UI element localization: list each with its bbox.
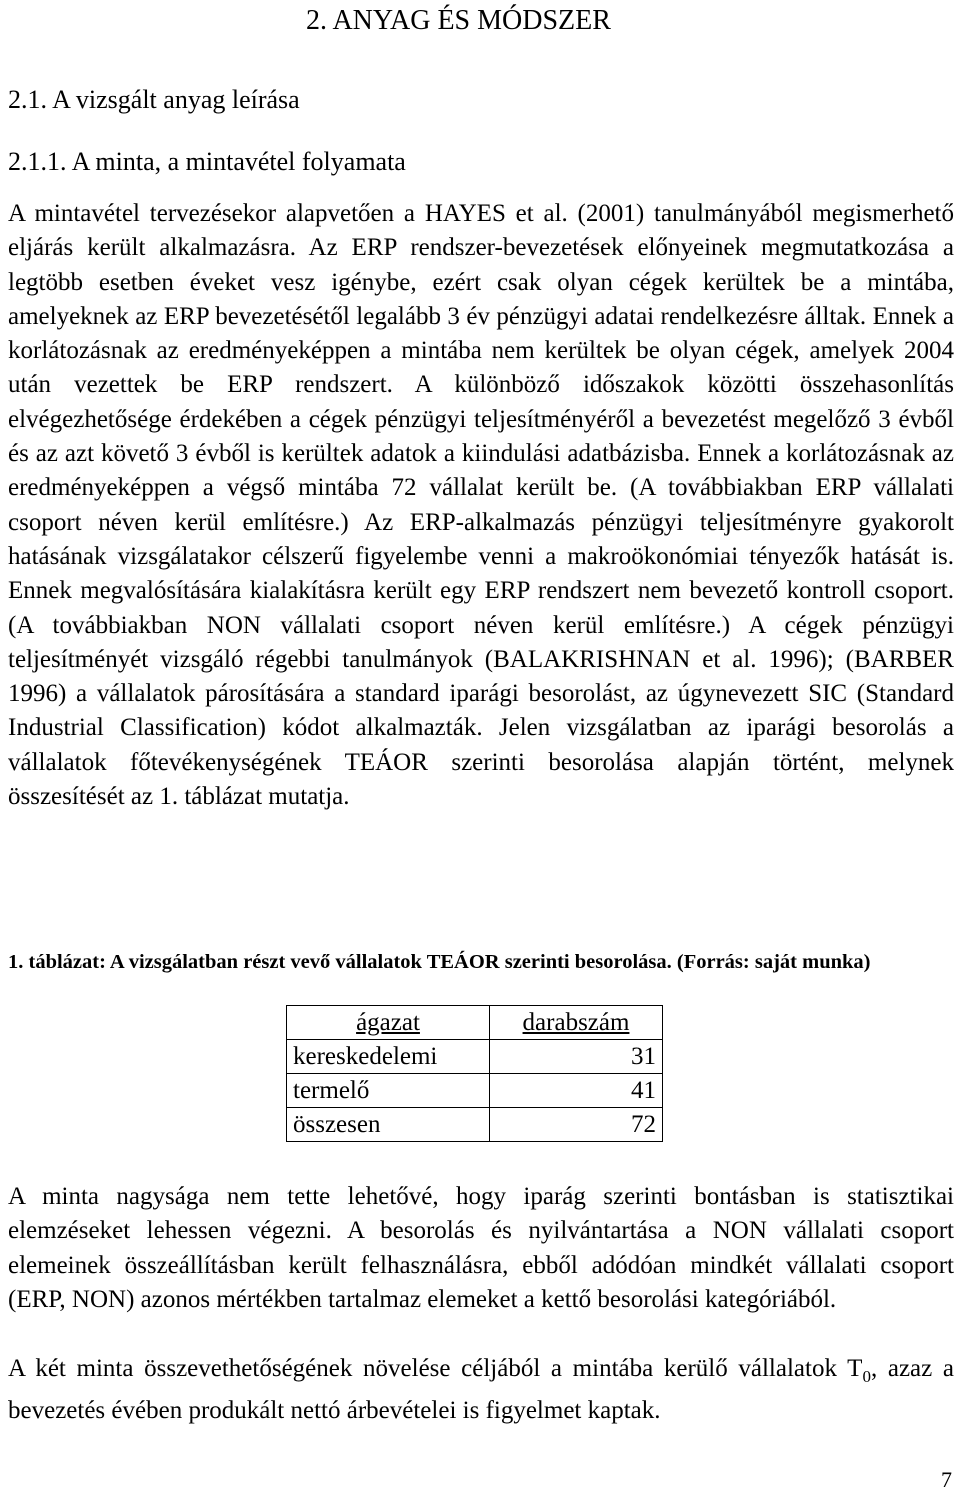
table-row: [287, 1074, 663, 1108]
table-header-row: [287, 1006, 663, 1040]
paragraph-comparability: [8, 1352, 954, 1429]
section-title: 2.1. A vizsgált anyag leírása: [8, 85, 300, 114]
table-cell-count: 72: [490, 1108, 663, 1142]
subsection-title: 2.1.1. A minta, a mintavétel folyamata: [8, 147, 406, 176]
table-cell-count: 31: [490, 1040, 663, 1074]
table-cell-sector: kereskedelemi: [287, 1040, 490, 1074]
table-caption: 1. táblázat: A vizsgálatban részt vevő vállalatok TEÁOR szerinti besorolása. (Forrás: saját munka): [8, 951, 871, 973]
table-header-sector: ágazat: [287, 1006, 490, 1040]
sector-table: [286, 1005, 663, 1142]
page-number: 7: [941, 1467, 952, 1492]
paragraph-comparability-text-end: , azaz a bevezetés évében produkált nettó árbevételei is figyelmet kaptak.: [8, 1355, 954, 1425]
table-header-count: darabszám: [490, 1006, 663, 1040]
table-cell-sector: összesen: [287, 1108, 490, 1142]
paragraph-comparability-text: A két minta összevethetőségének növelése céljából a mintába kerülő vállalatok T: [8, 1355, 863, 1382]
paragraph-sampling-method: A mintavétel tervezésekor alapvetően a HAYES et al. (2001) tanulmányából megismerhető eljárás került alkalmazásra. Az ERP rendszer-bevezetések előnyeinek megmutatkozása a legtöbb esetben éveket vesz igénybe, ezért csak olyan cégek kerültek be a mintába, amelyeknek az ERP bevezetésétől legalább 3 év pénzügyi adatai rendelkezésre álltak. Ennek a korlátozásnak az eredményeképpen a mintába nem kerültek be olyan cégek, amelyek 2004 után vezettek be ERP rendszert. A különböző időszakok közötti összehasonlítás elvégezhetősége érdekében a cégek pénzügyi teljesítményéről a bevezetést megelőző 3 évből és az azt követő 3 évből is kerültek adatok a kiindulási adatbázisba. Ennek a korlátozásnak az eredményeképpen a végső mintába 72 vállalat került be. (A továbbiakban ERP vállalati csoport néven kerül említésre.) Az ERP-alkalmazás pénzügyi teljesítményre gyakorolt hatásának vizsgálatakor célszerű figyelembe venni a makroökonómiai tényezők hatását is. Ennek megvalósítására kialakításra került egy ERP rendszert nem bevezető kontroll csoport. (A továbbiakban NON vállalati csoport néven kerül említésre.) A cégek pénzügyi teljesítményét vizsgáló régebbi tanulmányok (BALAKRISHNAN et al. 1996); (BARBER 1996) a vállalatok párosítására a standard iparági besorolást, az úgynevezett SIC (Standard Industrial Classification) kódot alkalmazták. Jelen vizsgálatban az iparági besorolás a vállalatok főtevékenységének TEÁOR szerinti besorolása alapján történt, melynek összesítését az 1. táblázat mutatja.: [8, 200, 954, 811]
table-row: [287, 1040, 663, 1074]
paragraph-sample-size: A minta nagysága nem tette lehetővé, hogy iparág szerinti bontásban is statisztikai elemzéseket lehessen végezni. A besorolás és nyilvántartása a NON vállalati csoport elemeinek összeállításban került felhasználásra, ebből adódóan mindkét vállalati csoport (ERP, NON) azonos mértékben tartalmaz elemeket a kettő besorolási kategóriából.: [8, 1183, 954, 1313]
subscript-zero: 0: [862, 1367, 871, 1386]
table-row: [287, 1108, 663, 1142]
chapter-title: 2. ANYAG ÉS MÓDSZER: [306, 5, 611, 36]
table-cell-count: 41: [490, 1074, 663, 1108]
table-cell-sector: termelő: [287, 1074, 490, 1108]
